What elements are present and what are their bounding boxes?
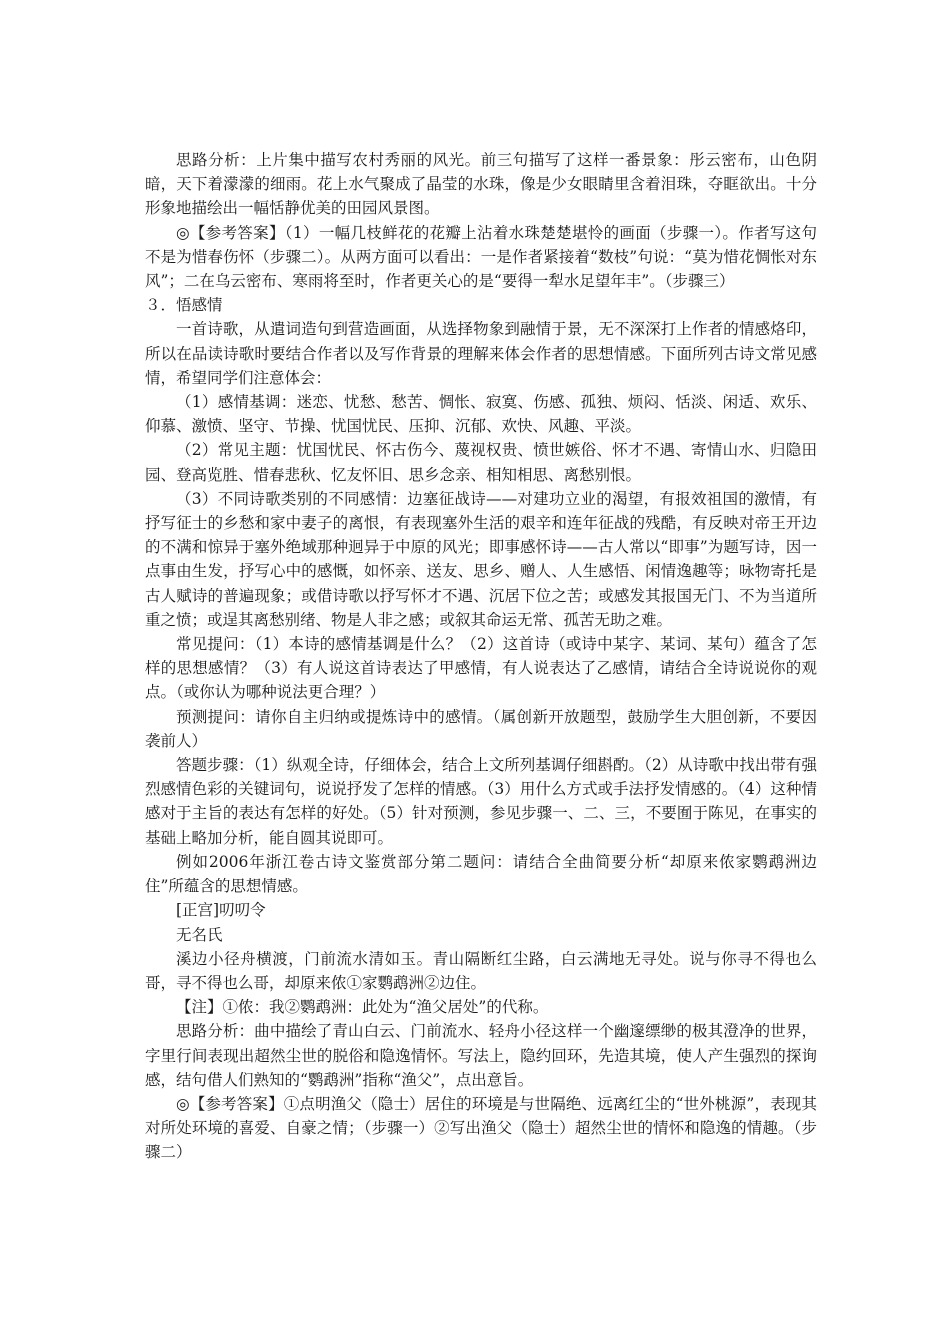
analysis-paragraph-1: 思路分析：上片集中描写农村秀丽的风光。前三句描写了这样一番景象：彤云密布，山色阴暗，天下着濛濛的细雨。花上水气聚成了晶莹的水珠，像是少女眼睛里含着泪珠，夺眶欲出。十分形象地描绘出一幅恬静优美的田园风景图。	[145, 151, 817, 218]
poem-text: 溪边小径舟横渡，门前流水清如玉。青山隔断红尘路，白云满地无寻处。说与你寻不得也么哥，寻不得也么哥，却原来侬①家鹦鹉洲②边住。	[145, 949, 817, 992]
intro-paragraph: 一首诗歌，从遣词造句到营造画面，从选择物象到融情于景，无不深深打上作者的情感烙印，所以在品读诗歌时要结合作者以及写作背景的理解来体会作者的思想情感。下面所列古诗文常见感情，希望同学们注意体会：	[145, 320, 817, 387]
analysis-paragraph-2: 思路分析：曲中描绘了青山白云、门前流水、轻舟小径这样一个幽邃缥缈的极其澄净的世界，字里行间表现出超然尘世的脱俗和隐逸情怀。写法上，隐约回环，先造其境，使人产生强烈的探询感，结句借人们熟知的“鹦鹉洲”指称“渔父”，点出意旨。	[145, 1022, 817, 1089]
reference-answer-1: ◎【参考答案】（1）一幅几枝鲜花的花瓣上沾着水珠楚楚堪怜的画面（步骤一）。作者写这句不是为惜春伤怀（步骤二）。从两方面可以看出：一是作者紧接着“数枝”句说：“莫为惜花惆怅对东风”；二在乌云密布、寒雨将至时，作者更关心的是“要得一犁水足望年丰”。（步骤三）	[145, 223, 817, 291]
document-body	[145, 148, 817, 1165]
common-questions-paragraph: 常见提问：（1）本诗的感情基调是什么？（2）这首诗（或诗中某字、某词、某句）蕴含了怎样的思想感情？（3）有人说这首诗表达了甲感情，有人说表达了乙感情，请结合全诗说说你的观点。（或你认为哪种说法更合理？）	[145, 635, 817, 702]
poem-author: 无名氏	[176, 925, 223, 944]
predicted-question-paragraph: 预测提问：请你自主归纳或提炼诗中的感情。（属创新开放题型，鼓励学生大胆创新，不要因袭前人）	[145, 707, 817, 750]
answer-steps-paragraph: 答题步骤：（1）纵观全诗，仔细体会，结合上文所列基调仔细斟酌。（2）从诗歌中找出带有强烈感情色彩的关键词句，说说抒发了怎样的情感。（3）用什么方式或手法抒发情感的。（4）这种情感对于主旨的表达有怎样的好处。（5）针对预测，参见步骤一、二、三，不要囿于陈见，在事实的基础上略加分析，能自圆其说即可。	[145, 756, 817, 847]
poem-notes: 【注】①侬：我②鹦鹉洲：此处为“渔父居处”的代称。	[176, 998, 549, 1017]
poem-types-paragraph: （3）不同诗歌类别的不同感情：边塞征战诗——对建功立业的渴望，有报效祖国的激情，有抒写征士的乡愁和家中妻子的离恨，有表现塞外生活的艰辛和连年征战的残酷，有反映对帝王开边的不满和惊异于塞外绝域那种迥异于中原的风光；即事感怀诗——古人常以“即事”为题写诗，因一点事由生发，抒写心中的感慨，如怀亲、送友、思乡、赠人、人生感悟、闲情逸趣等；咏物寄托是古人赋诗的普遍现象；或借诗歌以抒写怀才不遇、沉居下位之苦；或感发其报国无门、不为当道所重之愤；或逞其离愁别绪、物是人非之感；或叙其命运无常、孤苦无助之难。	[145, 489, 817, 629]
reference-answer-2: ◎【参考答案】①点明渔父（隐士）居住的环境是与世隔绝、远离红尘的“世外桃源”，表现其对所处环境的喜爱、自豪之情；（步骤一）②写出渔父（隐士）超然尘世的情怀和隐逸的情趣。（步骤二）	[145, 1094, 817, 1162]
emotion-tone-list: （1）感情基调：迷恋、忧愁、愁苦、惆怅、寂寞、伤感、孤独、烦闷、恬淡、闲适、欢乐、仰慕、激愤、坚守、节操、忧国忧民、压抑、沉郁、欢快、风趣、平淡。	[145, 393, 817, 436]
common-themes-list: （2）常见主题：忧国忧民、怀古伤今、蔑视权贵、愤世嫉俗、怀才不遇、寄情山水、归隐田园、登高览胜、惜春悲秋、忆友怀旧、思乡念亲、相知相思、离愁别恨。	[145, 441, 817, 484]
example-intro-paragraph: 例如2006年浙江卷古诗文鉴赏部分第二题问：请结合全曲简要分析“却原来侬家鹦鹉洲边住”所蕴含的思想情感。	[145, 852, 817, 896]
section-heading: ３．悟感情	[145, 296, 223, 315]
poem-title: [正宫]叨叨令	[176, 901, 266, 920]
